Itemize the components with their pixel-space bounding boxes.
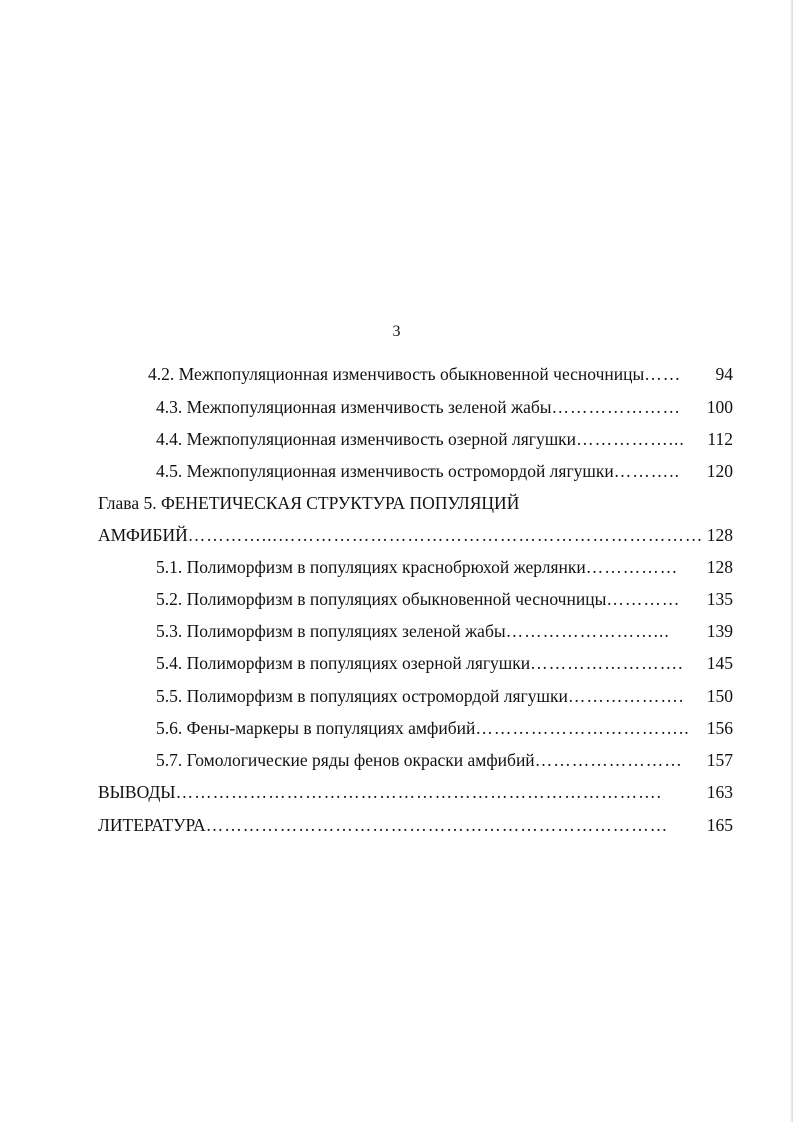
toc-page-number: 139	[705, 617, 733, 645]
toc-entry-title: 4.4. Межпопуляционная изменчивость озерной лягушки	[156, 429, 577, 449]
toc-leader-dots: …………	[606, 589, 681, 609]
toc-entry-literature	[98, 811, 733, 839]
toc-page-number: 128	[705, 521, 733, 549]
toc-entry-4-3	[156, 393, 733, 421]
toc-entry-5-6	[156, 714, 733, 742]
toc-leader-dots: ……………………	[534, 750, 683, 770]
toc-entry-5-7	[156, 746, 733, 774]
toc-entry-5-2	[156, 585, 733, 613]
toc-leader-dots: ………..	[613, 461, 680, 481]
toc-entry-5-5	[156, 682, 733, 710]
toc-entry-title: 5.2. Полиморфизм в популяциях обыкновенной чесночницы	[156, 589, 607, 609]
toc-entry-title: 5.4. Полиморфизм в популяциях озерной лягушки	[156, 653, 531, 673]
toc-leader-dots: ……………...	[576, 429, 685, 449]
toc-entry-title: 5.5. Полиморфизм в популяциях остромордой лягушки	[156, 686, 568, 706]
toc-entry-title: ЛИТЕРАТУРА	[98, 815, 206, 835]
toc-entry-4-5	[156, 457, 733, 485]
toc-entry-title: 5.7. Гомологические ряды фенов окраски амфибий	[156, 750, 535, 770]
toc-page-number: 165	[705, 811, 733, 839]
toc-leader-dots: …………………	[551, 397, 682, 417]
toc-page-number: 157	[705, 746, 733, 774]
toc-entry-chapter-5	[98, 521, 733, 549]
toc-entry-4-4	[156, 425, 733, 453]
toc-entry-title: 5.1. Полиморфизм в популяциях краснобрюхой жерлянки	[156, 557, 586, 577]
toc-page-number: 135	[705, 585, 733, 613]
toc-entry-5-4	[156, 649, 733, 677]
toc-page-number: 94	[714, 360, 734, 388]
toc-entry-conclusions	[98, 778, 733, 806]
toc-page-number: 128	[705, 553, 733, 581]
toc-entry-title: АМФИБИЙ	[98, 525, 188, 545]
toc-entry-title: 4.3. Межпопуляционная изменчивость зеленой жабы	[156, 397, 552, 417]
toc-entry-title: ВЫВОДЫ	[98, 782, 176, 802]
toc-entry-5-3	[156, 617, 733, 645]
toc-entry-title: 5.3. Полиморфизм в популяциях зеленой жабы	[156, 621, 506, 641]
toc-page-number: 120	[705, 457, 733, 485]
toc-page-number: 100	[705, 393, 733, 421]
chapter-5-heading: Глава 5. ФЕНЕТИЧЕСКАЯ СТРУКТУРА ПОПУЛЯЦИЙ	[98, 493, 520, 513]
toc-page-number: 150	[705, 682, 733, 710]
toc-leader-dots: ……………………………..	[475, 718, 690, 738]
toc-leader-dots: …………...……………………………………………………………	[187, 525, 704, 545]
toc-entry-title: 5.6. Фены-маркеры в популяциях амфибий	[156, 718, 476, 738]
toc-page-number: 156	[705, 714, 733, 742]
toc-page-number: 145	[705, 649, 733, 677]
toc-page-number: 163	[705, 778, 733, 806]
toc-leader-dots: ……………….	[567, 686, 685, 706]
toc-entry-5-1	[156, 553, 733, 581]
toc-leader-dots: …………………………………………………………………	[205, 815, 669, 835]
toc-leader-dots: ……………………...	[505, 621, 670, 641]
toc-leader-dots: …………………………………………………………………….	[175, 782, 662, 802]
toc-entry-4-2	[148, 360, 733, 388]
toc-entry-title: 4.5. Межпопуляционная изменчивость остромордой лягушки	[156, 461, 614, 481]
toc-page-number: 112	[705, 425, 733, 453]
toc-leader-dots: ……	[644, 364, 682, 384]
toc-leader-dots: …………………….	[530, 653, 684, 673]
toc-entry-title: 4.2. Межпопуляционная изменчивость обыкновенной чесночницы	[148, 364, 645, 384]
toc-leader-dots: ……………	[585, 557, 679, 577]
page-number: 3	[392, 323, 401, 340]
